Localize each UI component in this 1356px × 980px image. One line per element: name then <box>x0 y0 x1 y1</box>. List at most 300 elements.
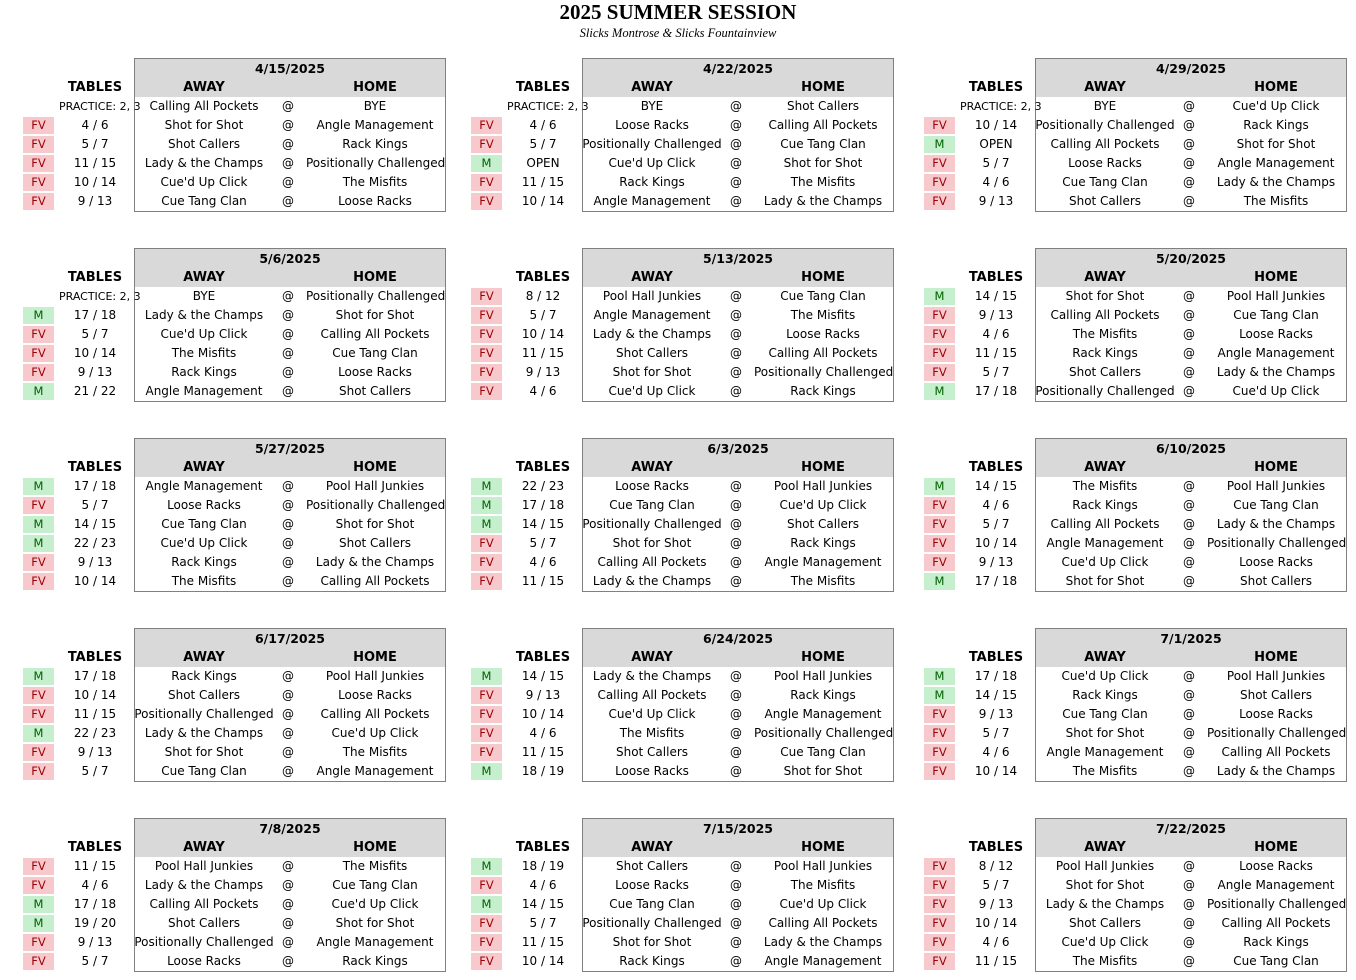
at-symbol: @ <box>730 669 742 683</box>
matchup-row <box>924 116 1347 135</box>
location-badge: FV <box>924 174 955 191</box>
away-team: Rack Kings <box>619 175 685 189</box>
tables-cell: 11 / 15 <box>521 745 565 759</box>
tables-cell: PRACTICE: 2, 3 <box>59 290 141 303</box>
week-block <box>924 58 1347 212</box>
home-team: The Misfits <box>790 175 856 189</box>
at-symbol: @ <box>730 346 742 360</box>
location-badge: FV <box>471 934 502 951</box>
away-team: Shot for Shot <box>164 745 244 759</box>
away-team: Lady & the Champs <box>592 574 712 588</box>
away-team: The Misfits <box>171 574 237 588</box>
tables-cell: 17 / 18 <box>974 669 1018 683</box>
home-team: Lady & the Champs <box>763 935 883 949</box>
matchup-row <box>924 192 1347 211</box>
tables-column-header: TABLES <box>515 270 571 285</box>
tables-cell: 18 / 19 <box>521 764 565 778</box>
away-team: Calling All Pockets <box>1050 308 1160 322</box>
matchup-row <box>471 363 894 382</box>
week-block <box>924 628 1347 782</box>
tables-column-header: TABLES <box>968 80 1024 95</box>
away-team: Loose Racks <box>167 954 241 968</box>
location-badge: FV <box>23 934 54 951</box>
tables-cell: 9 / 13 <box>978 194 1014 208</box>
tables-cell: 14 / 15 <box>521 897 565 911</box>
matchup-row <box>924 173 1347 192</box>
location-badge: FV <box>471 554 502 571</box>
tables-cell: 14 / 15 <box>974 688 1018 702</box>
home-column-header: HOME <box>353 460 397 475</box>
matchup-row <box>471 154 894 173</box>
tables-cell: 11 / 15 <box>974 954 1018 968</box>
away-column-header: AWAY <box>1084 460 1126 475</box>
tables-cell: 10 / 14 <box>521 954 565 968</box>
location-badge: FV <box>471 877 502 894</box>
week-block <box>924 818 1347 972</box>
location-badge: M <box>471 858 502 875</box>
location-badge: FV <box>471 687 502 704</box>
page-title: 2025 SUMMER SESSION <box>559 0 797 24</box>
home-team: Cue Tang Clan <box>1233 498 1319 512</box>
location-badge: FV <box>924 915 955 932</box>
matchup-row <box>23 325 446 344</box>
location-badge: FV <box>924 364 955 381</box>
matchup-row <box>924 382 1347 401</box>
at-symbol: @ <box>730 384 742 398</box>
home-team: Cue Tang Clan <box>780 137 866 151</box>
away-team: The Misfits <box>1072 764 1138 778</box>
location-badge: M <box>23 668 54 685</box>
matchup-row <box>471 97 894 116</box>
week-date: 5/20/2025 <box>1035 248 1347 268</box>
away-team: Rack Kings <box>619 954 685 968</box>
tables-cell: 11 / 15 <box>521 346 565 360</box>
home-team: Cue Tang Clan <box>1233 954 1319 968</box>
home-team: Cue Tang Clan <box>1233 308 1319 322</box>
location-badge: FV <box>23 744 54 761</box>
tables-cell: 5 / 7 <box>982 156 1010 170</box>
at-symbol: @ <box>730 479 742 493</box>
at-symbol: @ <box>1183 707 1195 721</box>
at-symbol: @ <box>282 745 294 759</box>
home-team: Pool Hall Junkies <box>1226 669 1326 683</box>
home-column-header: HOME <box>1254 80 1298 95</box>
matchup-row <box>471 287 894 306</box>
home-team: Cue'd Up Click <box>331 726 419 740</box>
at-symbol: @ <box>1183 194 1195 208</box>
home-team: Positionally Challenged <box>306 498 446 512</box>
tables-cell: 8 / 12 <box>978 859 1014 873</box>
matchup-row <box>471 743 894 762</box>
at-symbol: @ <box>282 935 294 949</box>
tables-cell: 10 / 14 <box>73 688 117 702</box>
matchup-row <box>23 154 446 173</box>
home-team: Rack Kings <box>790 688 856 702</box>
location-badge: M <box>23 896 54 913</box>
tables-cell: 4 / 6 <box>529 726 557 740</box>
tables-cell: 4 / 6 <box>529 118 557 132</box>
home-team: Loose Racks <box>338 365 412 379</box>
away-team: Cue'd Up Click <box>160 175 248 189</box>
matchup-row <box>23 705 446 724</box>
tables-cell: 22 / 23 <box>73 726 117 740</box>
home-team: Calling All Pockets <box>768 346 878 360</box>
tables-column-header: TABLES <box>67 80 123 95</box>
matchup-row <box>471 762 894 781</box>
matchup-row <box>23 952 446 971</box>
home-team: Angle Management <box>316 935 434 949</box>
tables-cell: 9 / 13 <box>77 555 113 569</box>
at-symbol: @ <box>730 555 742 569</box>
matchup-row <box>471 382 894 401</box>
at-symbol: @ <box>1183 327 1195 341</box>
location-badge: FV <box>471 953 502 970</box>
tables-cell: 10 / 14 <box>521 327 565 341</box>
tables-cell: 9 / 13 <box>525 688 561 702</box>
tables-cell: 5 / 7 <box>81 327 109 341</box>
at-symbol: @ <box>1183 726 1195 740</box>
at-symbol: @ <box>1183 935 1195 949</box>
home-column-header: HOME <box>353 270 397 285</box>
away-team: The Misfits <box>171 346 237 360</box>
week-date: 5/13/2025 <box>582 248 894 268</box>
at-symbol: @ <box>730 137 742 151</box>
location-badge: FV <box>471 117 502 134</box>
away-team: Positionally Challenged <box>582 137 722 151</box>
location-badge: M <box>471 155 502 172</box>
matchup-row <box>471 306 894 325</box>
location-badge: FV <box>23 877 54 894</box>
tables-cell: 11 / 15 <box>73 859 117 873</box>
away-team: Lady & the Champs <box>144 308 264 322</box>
tables-cell: PRACTICE: 2, 3 <box>960 100 1042 113</box>
home-team: BYE <box>363 99 387 113</box>
matchup-row <box>23 382 446 401</box>
matchup-row <box>471 895 894 914</box>
location-badge: FV <box>23 554 54 571</box>
matchup-row <box>471 325 894 344</box>
home-team: Calling All Pockets <box>768 916 878 930</box>
page-subtitle: Slicks Montrose & Slicks Fountainview <box>579 26 777 40</box>
location-badge: FV <box>924 706 955 723</box>
away-column-header: AWAY <box>183 270 225 285</box>
matchup-row <box>924 743 1347 762</box>
away-team: Lady & the Champs <box>592 669 712 683</box>
away-team: Cue'd Up Click <box>1061 669 1149 683</box>
location-badge: M <box>924 687 955 704</box>
location-badge: FV <box>23 117 54 134</box>
location-badge: M <box>23 478 54 495</box>
at-symbol: @ <box>1183 916 1195 930</box>
at-symbol: @ <box>282 555 294 569</box>
matchup-row <box>471 553 894 572</box>
home-team: The Misfits <box>790 574 856 588</box>
location-badge: FV <box>471 744 502 761</box>
away-team: Angle Management <box>1046 536 1164 550</box>
matchup-row <box>471 933 894 952</box>
home-team: Positionally Challenged <box>1207 726 1347 740</box>
home-team: Pool Hall Junkies <box>773 669 873 683</box>
at-symbol: @ <box>1183 384 1195 398</box>
matchup-row <box>471 534 894 553</box>
matchup-row <box>471 344 894 363</box>
home-team: Cue'd Up Click <box>779 498 867 512</box>
home-team: Lady & the Champs <box>1216 175 1336 189</box>
location-badge: M <box>23 516 54 533</box>
tables-cell: OPEN <box>526 156 560 170</box>
home-team: The Misfits <box>342 745 408 759</box>
tables-cell: 5 / 7 <box>81 498 109 512</box>
tables-cell: 9 / 13 <box>978 897 1014 911</box>
away-team: Calling All Pockets <box>149 897 259 911</box>
at-symbol: @ <box>730 308 742 322</box>
tables-cell: 5 / 7 <box>982 878 1010 892</box>
home-team: Lady & the Champs <box>1216 365 1336 379</box>
matchup-row <box>471 724 894 743</box>
tables-cell: 4 / 6 <box>81 118 109 132</box>
location-badge: FV <box>924 326 955 343</box>
matchup-row <box>924 933 1347 952</box>
away-column-header: AWAY <box>1084 650 1126 665</box>
week-date: 7/8/2025 <box>134 818 446 838</box>
tables-column-header: TABLES <box>968 270 1024 285</box>
tables-cell: 9 / 13 <box>978 707 1014 721</box>
matchup-row <box>471 572 894 591</box>
at-symbol: @ <box>282 916 294 930</box>
away-column-header: AWAY <box>1084 80 1126 95</box>
at-symbol: @ <box>1183 897 1195 911</box>
away-team: Positionally Challenged <box>134 707 274 721</box>
location-badge: M <box>924 136 955 153</box>
tables-cell: 4 / 6 <box>529 384 557 398</box>
location-badge: FV <box>471 535 502 552</box>
matchup-row <box>471 515 894 534</box>
at-symbol: @ <box>282 707 294 721</box>
home-column-header: HOME <box>1254 460 1298 475</box>
at-symbol: @ <box>1183 669 1195 683</box>
location-badge: FV <box>924 155 955 172</box>
matchup-row <box>471 192 894 211</box>
at-symbol: @ <box>1183 574 1195 588</box>
at-symbol: @ <box>730 916 742 930</box>
tables-cell: 19 / 20 <box>73 916 117 930</box>
away-team: Cue Tang Clan <box>161 764 247 778</box>
at-symbol: @ <box>282 137 294 151</box>
home-team: Rack Kings <box>790 536 856 550</box>
home-team: Loose Racks <box>1239 707 1313 721</box>
home-team: Calling All Pockets <box>320 707 430 721</box>
tables-cell: 9 / 13 <box>978 555 1014 569</box>
at-symbol: @ <box>282 346 294 360</box>
tables-cell: 17 / 18 <box>73 308 117 322</box>
matchup-row <box>924 686 1347 705</box>
home-column-header: HOME <box>1254 650 1298 665</box>
home-team: Shot Callers <box>786 517 860 531</box>
away-team: Cue'd Up Click <box>1061 935 1149 949</box>
matchup-row <box>924 97 1347 116</box>
away-team: Cue Tang Clan <box>161 517 247 531</box>
away-column-header: AWAY <box>183 460 225 475</box>
tables-column-header: TABLES <box>67 840 123 855</box>
matchup-row <box>471 914 894 933</box>
away-team: Shot Callers <box>167 137 241 151</box>
location-badge: FV <box>924 516 955 533</box>
at-symbol: @ <box>730 118 742 132</box>
location-badge: M <box>924 288 955 305</box>
home-team: Cue Tang Clan <box>780 289 866 303</box>
at-symbol: @ <box>1183 289 1195 303</box>
matchup-row <box>23 933 446 952</box>
tables-cell: 5 / 7 <box>81 764 109 778</box>
at-symbol: @ <box>282 118 294 132</box>
location-badge: FV <box>471 725 502 742</box>
away-team: Calling All Pockets <box>1050 137 1160 151</box>
week-block <box>471 438 894 592</box>
at-symbol: @ <box>282 479 294 493</box>
home-team: Cue'd Up Click <box>1232 99 1320 113</box>
tables-cell: 5 / 7 <box>529 536 557 550</box>
at-symbol: @ <box>282 308 294 322</box>
matchup-row <box>23 173 446 192</box>
tables-cell: 5 / 7 <box>982 726 1010 740</box>
at-symbol: @ <box>1183 954 1195 968</box>
away-team: Loose Racks <box>615 764 689 778</box>
week-date: 5/27/2025 <box>134 438 446 458</box>
location-badge: FV <box>924 345 955 362</box>
at-symbol: @ <box>730 574 742 588</box>
at-symbol: @ <box>282 764 294 778</box>
home-column-header: HOME <box>801 460 845 475</box>
at-symbol: @ <box>1183 688 1195 702</box>
location-badge: FV <box>23 155 54 172</box>
matchup-row <box>471 705 894 724</box>
at-symbol: @ <box>730 726 742 740</box>
at-symbol: @ <box>730 897 742 911</box>
home-team: Shot Callers <box>1239 688 1313 702</box>
home-team: Loose Racks <box>1239 327 1313 341</box>
home-column-header: HOME <box>353 650 397 665</box>
away-team: Calling All Pockets <box>597 688 707 702</box>
tables-cell: 5 / 7 <box>81 954 109 968</box>
away-team: BYE <box>640 99 664 113</box>
tables-cell: 5 / 7 <box>982 517 1010 531</box>
location-badge: FV <box>471 364 502 381</box>
tables-cell: 9 / 13 <box>978 308 1014 322</box>
matchup-row <box>23 534 446 553</box>
matchup-row <box>23 914 446 933</box>
home-column-header: HOME <box>801 270 845 285</box>
location-badge: FV <box>924 858 955 875</box>
at-symbol: @ <box>1183 555 1195 569</box>
matchup-row <box>471 173 894 192</box>
at-symbol: @ <box>730 289 742 303</box>
away-team: Shot for Shot <box>612 935 692 949</box>
tables-cell: 4 / 6 <box>81 878 109 892</box>
matchup-row <box>924 287 1347 306</box>
location-badge: FV <box>23 687 54 704</box>
location-badge: FV <box>23 953 54 970</box>
home-team: Shot for Shot <box>335 916 415 930</box>
matchup-row <box>23 724 446 743</box>
tables-column-header: TABLES <box>515 460 571 475</box>
away-team: Cue'd Up Click <box>608 384 696 398</box>
matchup-row <box>924 325 1347 344</box>
tables-cell: 9 / 13 <box>525 365 561 379</box>
location-badge: M <box>23 307 54 324</box>
away-team: Shot Callers <box>1068 365 1142 379</box>
matchup-row <box>23 686 446 705</box>
matchup-row <box>924 952 1347 971</box>
tables-cell: 9 / 13 <box>77 935 113 949</box>
away-team: Pool Hall Junkies <box>154 859 254 873</box>
away-column-header: AWAY <box>183 650 225 665</box>
matchup-row <box>23 135 446 154</box>
away-column-header: AWAY <box>183 840 225 855</box>
matchup-row <box>924 762 1347 781</box>
week-date: 6/3/2025 <box>582 438 894 458</box>
location-badge: FV <box>23 193 54 210</box>
at-symbol: @ <box>282 726 294 740</box>
away-team: Lady & the Champs <box>144 878 264 892</box>
matchup-row <box>471 686 894 705</box>
home-team: The Misfits <box>1243 194 1309 208</box>
at-symbol: @ <box>282 156 294 170</box>
location-badge: FV <box>23 136 54 153</box>
matchup-row <box>23 743 446 762</box>
location-badge: FV <box>23 497 54 514</box>
away-team: Cue'd Up Click <box>608 707 696 721</box>
home-team: Calling All Pockets <box>320 327 430 341</box>
matchup-row <box>23 477 446 496</box>
matchup-row <box>924 477 1347 496</box>
at-symbol: @ <box>730 878 742 892</box>
matchup-row <box>23 192 446 211</box>
matchup-row <box>471 857 894 876</box>
away-team: Cue Tang Clan <box>1062 175 1148 189</box>
matchup-row <box>23 97 446 116</box>
matchup-row <box>471 496 894 515</box>
at-symbol: @ <box>1183 745 1195 759</box>
away-team: Cue Tang Clan <box>1062 707 1148 721</box>
at-symbol: @ <box>730 745 742 759</box>
tables-cell: 11 / 15 <box>974 346 1018 360</box>
home-team: Positionally Challenged <box>1207 897 1347 911</box>
away-team: Shot for Shot <box>1065 574 1145 588</box>
at-symbol: @ <box>730 327 742 341</box>
week-block <box>471 248 894 402</box>
tables-cell: 10 / 14 <box>974 118 1018 132</box>
week-block <box>23 248 446 402</box>
home-column-header: HOME <box>801 840 845 855</box>
away-team: Rack Kings <box>171 669 237 683</box>
away-team: Positionally Challenged <box>582 916 722 930</box>
location-badge: M <box>471 497 502 514</box>
home-team: Lady & the Champs <box>763 194 883 208</box>
location-badge: FV <box>924 307 955 324</box>
home-team: Loose Racks <box>338 194 412 208</box>
at-symbol: @ <box>1183 308 1195 322</box>
tables-cell: 17 / 18 <box>974 574 1018 588</box>
home-team: The Misfits <box>790 878 856 892</box>
location-badge: FV <box>924 117 955 134</box>
tables-column-header: TABLES <box>515 80 571 95</box>
location-badge: M <box>471 516 502 533</box>
location-badge: FV <box>471 136 502 153</box>
at-symbol: @ <box>730 365 742 379</box>
away-team: Shot Callers <box>1068 194 1142 208</box>
tables-column-header: TABLES <box>968 650 1024 665</box>
at-symbol: @ <box>282 669 294 683</box>
